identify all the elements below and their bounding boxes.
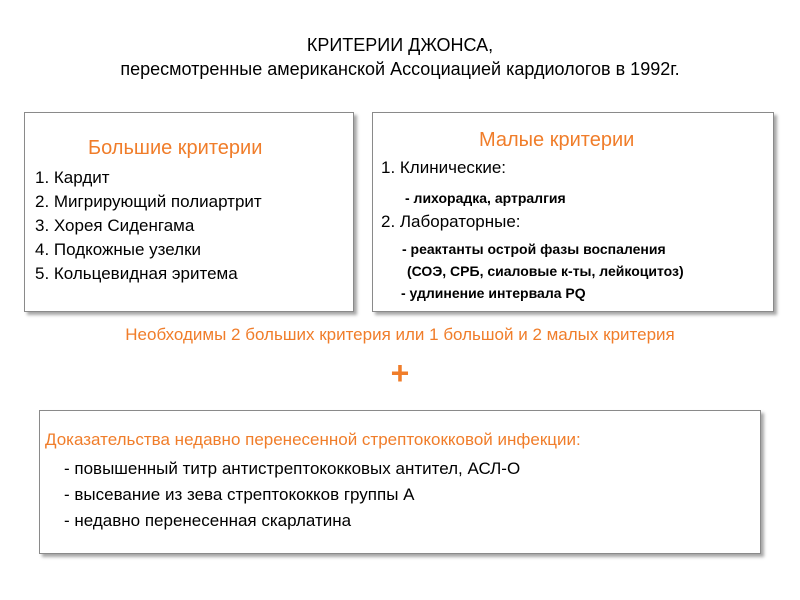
major-criteria-item: 2. Мигрирующий полиартрит — [35, 192, 262, 211]
major-criteria-heading: Большие критерии — [88, 137, 263, 159]
major-criteria-item: 4. Подкожные узелки — [35, 240, 202, 259]
requirement-text: Необходимы 2 больших критерия или 1 большой и 2 малых критерия — [125, 325, 675, 344]
major-criteria-item: 5. Кольцевидная эритема — [35, 264, 238, 283]
plus-sign: + — [390, 355, 410, 391]
evidence-item: - высевание из зева стрептококков группы А — [64, 485, 415, 504]
minor-lab-detail: - реактанты острой фазы воспаления — [402, 241, 666, 257]
minor-lab-detail: - удлинение интервала PQ — [401, 285, 586, 301]
minor-clinical-label: 1. Клинические: — [381, 158, 507, 177]
evidence-item: - повышенный титр антистрептококковых антител, АСЛ-О — [64, 459, 521, 478]
minor-lab-label: 2. Лабораторные: — [381, 212, 521, 231]
major-criteria-item: 1. Кардит — [35, 168, 110, 187]
major-criteria-item: 3. Хорея Сиденгама — [35, 216, 195, 235]
title-line-2: пересмотренные американской Ассоциацией кардиологов в 1992г. — [120, 59, 680, 79]
minor-criteria-heading: Малые критерии — [479, 129, 635, 151]
evidence-item: - недавно перенесенная скарлатина — [64, 511, 352, 530]
title-line-1: КРИТЕРИИ ДЖОНСА, — [306, 35, 494, 55]
minor-lab-detail: (СОЭ, СРБ, сиаловые к-ты, лейкоцитоз) — [407, 263, 684, 279]
minor-clinical-detail: - лихорадка, артралгия — [405, 190, 566, 206]
evidence-heading: Доказательства недавно перенесенной стрептококковой инфекции: — [45, 430, 581, 449]
page-title — [0, 33, 800, 81]
